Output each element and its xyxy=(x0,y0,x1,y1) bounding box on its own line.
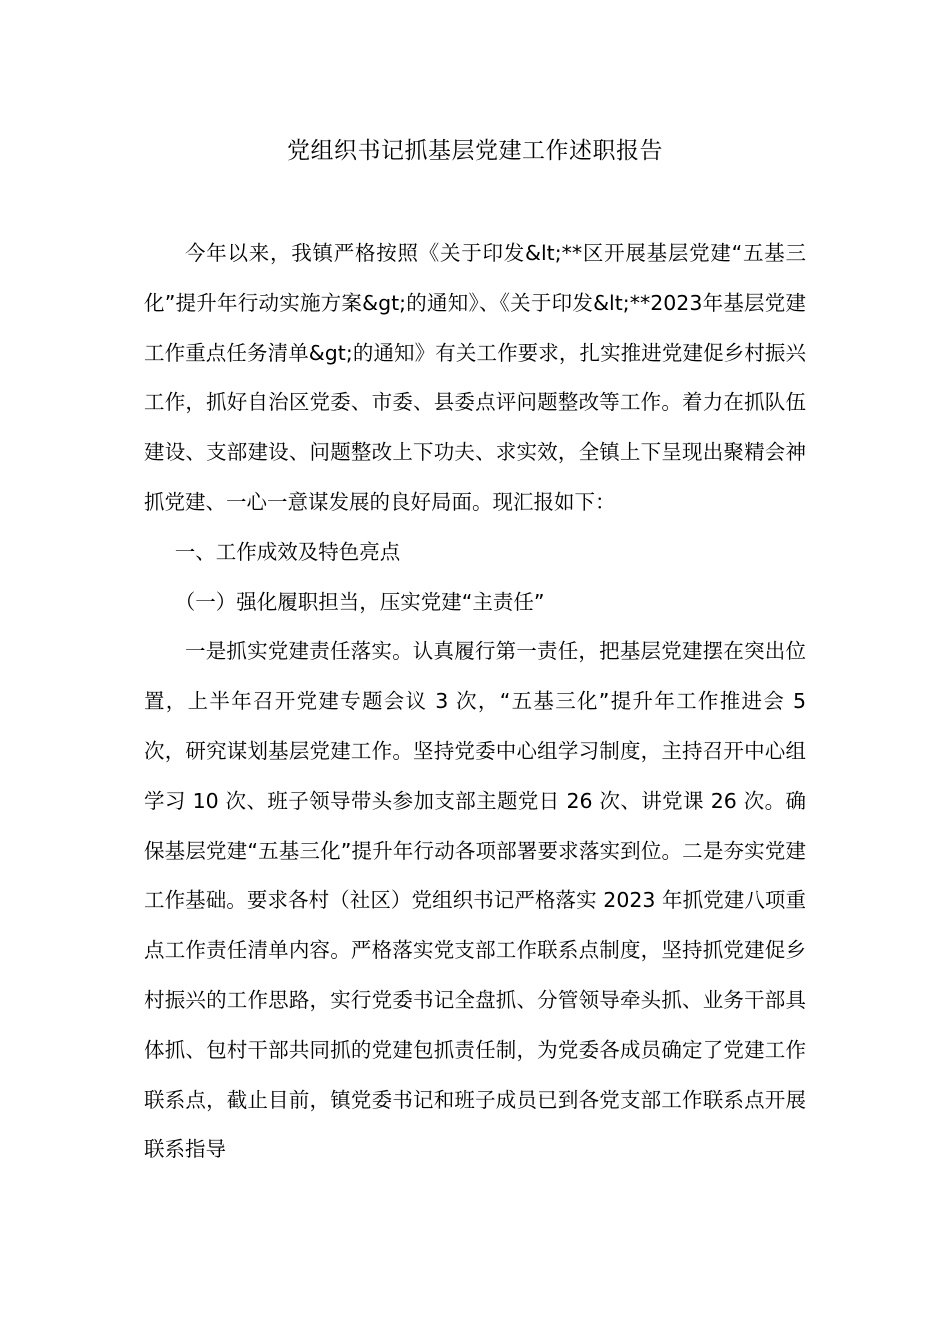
document-title: 党组织书记抓基层党建工作述职报告 xyxy=(287,138,663,164)
subsection-heading: （一）强化履职担当，压实党建“主责任” xyxy=(174,589,545,614)
intro-paragraph: 今年以来，我镇严格按照《关于印发&lt;**区开展基层党建“五基三化”提升年行动实施方案&gt;的通知》、《关于印发&lt;**2023年基层党建工作重点任务清单&gt;的通知》有关工作要求，扎实推进党建促乡村振兴工作，抓好自治区党委、市委、县委点评问题整改等工作。着力在抓队伍建设、支部建设、问题整改上下功夫、求实效，全镇上下呈现出聚精会神抓党建、一心一意谋发展的良好局面。现汇报如下： xyxy=(144,241,806,514)
body-paragraph: 一是抓实党建责任落实。认真履行第一责任，把基层党建摆在突出位置，上半年召开党建专题会议 3 次，“五基三化”提升年工作推进会 5 次，研究谋划基层党建工作。坚持党委中心组学习制度，主持召开中心组学习 10 次、班子领导带头参加支部主题党日 26 次、讲党课 26 次。确保基层党建“五基三化”提升年行动各项部署要求落实到位。二是夯实党建工作基础。要求各村（社区）党组织书记严格落实 2023 年抓党建八项重点工作责任清单内容。严格落实党支部工作联系点制度，坚持抓党建促乡村振兴的工作思路，实行党委书记全盘抓、分管领导牵头抓、业务干部具体抓、包村干部共同抓的党建包抓责任制，为党委各成员确定了党建工作联系点，截止目前，镇党委书记和班子成员已到各党支部工作联系点开展联系指导 xyxy=(144,639,806,1162)
document-body xyxy=(144,229,806,1175)
section-heading: 一、工作成效及特色亮点 xyxy=(174,539,401,564)
